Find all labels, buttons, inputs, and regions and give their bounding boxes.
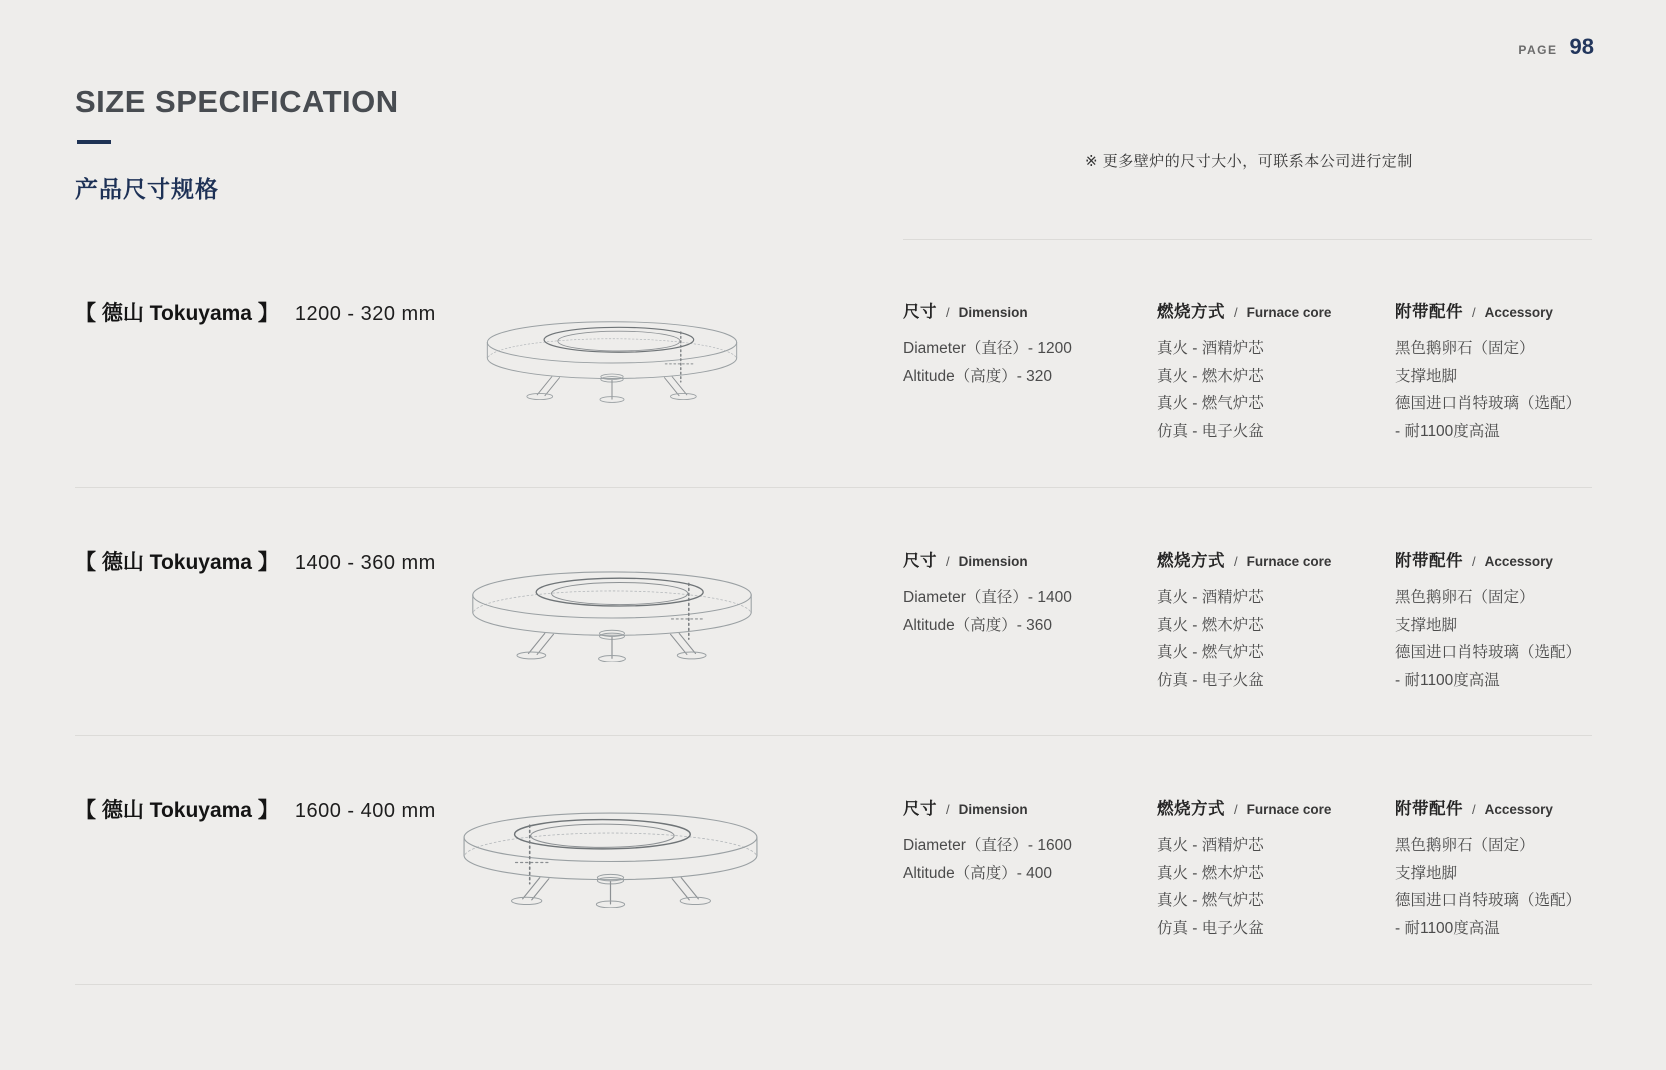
diameter-value: Diameter（直径）- 1200 [903, 340, 1072, 357]
header-sep: / [946, 802, 950, 817]
dimension-column [903, 795, 1072, 887]
header-en: Accessory [1484, 554, 1553, 569]
product-title [75, 297, 436, 327]
product-name: 【 德山 Tokuyama 】 [75, 799, 279, 822]
accessory-item: 黑色鹅卵石（固定） [1395, 340, 1535, 357]
accessory-item: 黑色鹅卵石（固定） [1395, 589, 1535, 606]
altitude-value: Altitude（高度）- 360 [903, 616, 1053, 634]
furnace-column [1157, 547, 1331, 694]
furnace-item: 真火 - 燃木炉芯 [1157, 616, 1264, 634]
furnace-item: 真火 - 燃气炉芯 [1157, 395, 1264, 413]
accessory-item: - 耐1100度高温 [1395, 919, 1500, 937]
furnace-item: 仿真 - 电子火盆 [1157, 919, 1264, 937]
header-sep: / [1472, 305, 1476, 320]
header-sep: / [1234, 554, 1238, 569]
page-value: 98 [1569, 34, 1594, 59]
product-row-1400 [0, 527, 1666, 757]
accessory-item: 支撑地脚 [1395, 864, 1458, 882]
page-label: PAGE [1518, 43, 1558, 57]
accessory-item: 黑色鹅卵石（固定） [1395, 837, 1535, 854]
furnace-header [1157, 795, 1331, 819]
product-row-1600 [0, 775, 1666, 1005]
product-name: 【 德山 Tokuyama 】 [75, 551, 279, 574]
header-zh: 附带配件 [1395, 800, 1463, 818]
furnace-items [1157, 832, 1331, 942]
product-name: 【 德山 Tokuyama 】 [75, 302, 279, 325]
accessory-column [1395, 795, 1581, 942]
header-zh: 尺寸 [903, 552, 937, 570]
header-sep: / [946, 554, 950, 569]
accessory-item: 德国进口肖特玻璃（选配） [1395, 892, 1582, 910]
header-sep: / [1472, 554, 1476, 569]
furnace-item: 真火 - 燃木炉芯 [1157, 864, 1264, 882]
furnace-item: 仿真 - 电子火盆 [1157, 671, 1264, 689]
header-en: Furnace core [1246, 554, 1332, 569]
furnace-item: 仿真 - 电子火盆 [1157, 422, 1264, 440]
header-zh: 燃烧方式 [1157, 303, 1225, 321]
accessory-header [1395, 298, 1581, 322]
header-sep: / [1234, 802, 1238, 817]
accessory-item: - 耐1100度高温 [1395, 671, 1500, 689]
accessory-item: 德国进口肖特玻璃（选配） [1395, 395, 1582, 413]
header-en: Dimension [958, 305, 1028, 320]
accessory-item: 支撑地脚 [1395, 367, 1458, 385]
dimension-column [903, 547, 1072, 639]
firepit-table-drawing [483, 320, 741, 403]
furnace-item: 真火 - 燃气炉芯 [1157, 644, 1264, 662]
altitude-value: Altitude（高度）- 400 [903, 864, 1053, 882]
customization-note: ※ 更多壁炉的尺寸大小，可联系本公司进行定制 [1085, 153, 1413, 170]
accessory-items [1395, 832, 1581, 942]
altitude-value: Altitude（高度）- 320 [903, 367, 1053, 385]
header-zh: 尺寸 [903, 800, 937, 818]
header-en: Accessory [1484, 305, 1553, 320]
furnace-item: 真火 - 燃木炉芯 [1157, 367, 1264, 385]
header-en: Furnace core [1246, 305, 1332, 320]
spec-header-divider [903, 239, 1592, 240]
product-size: 1600 - 400 mm [294, 800, 436, 822]
header-en: Dimension [958, 802, 1028, 817]
header-en: Furnace core [1246, 802, 1332, 817]
accessory-header [1395, 547, 1581, 571]
furnace-header [1157, 547, 1331, 571]
accessory-items [1395, 335, 1581, 445]
dimension-items [903, 335, 1072, 390]
product-title [75, 794, 436, 824]
header-zh: 尺寸 [903, 303, 937, 321]
firepit-table-drawing [459, 811, 762, 908]
dimension-column [903, 298, 1072, 390]
header-en: Accessory [1484, 802, 1553, 817]
dimension-items [903, 832, 1072, 887]
header-sep: / [1234, 305, 1238, 320]
furnace-column [1157, 795, 1331, 942]
furnace-item: 真火 - 酒精炉芯 [1157, 340, 1264, 357]
header-zh: 附带配件 [1395, 552, 1463, 570]
dimension-header [903, 547, 1072, 571]
product-size: 1400 - 360 mm [294, 552, 436, 574]
page-subtitle: 产品尺寸规格 [75, 176, 219, 202]
product-title [75, 546, 436, 576]
header-sep: / [1472, 802, 1476, 817]
furnace-header [1157, 298, 1331, 322]
accessory-items [1395, 584, 1581, 694]
product-row-1200 [0, 278, 1666, 508]
furnace-item: 真火 - 酒精炉芯 [1157, 837, 1264, 854]
page-title: SIZE SPECIFICATION [75, 84, 399, 119]
accessory-header [1395, 795, 1581, 819]
accessory-column [1395, 547, 1581, 694]
dimension-header [903, 795, 1072, 819]
furnace-items [1157, 335, 1331, 445]
title-accent-dash [77, 140, 111, 144]
dimension-header [903, 298, 1072, 322]
diameter-value: Diameter（直径）- 1600 [903, 837, 1072, 854]
furnace-item: 真火 - 燃气炉芯 [1157, 892, 1264, 910]
header-en: Dimension [958, 554, 1028, 569]
accessory-item: 支撑地脚 [1395, 616, 1458, 634]
furnace-column [1157, 298, 1331, 445]
firepit-table-drawing [468, 570, 756, 662]
accessory-item: 德国进口肖特玻璃（选配） [1395, 644, 1582, 662]
header-zh: 燃烧方式 [1157, 800, 1225, 818]
furnace-items [1157, 584, 1331, 694]
header-zh: 附带配件 [1395, 303, 1463, 321]
dimension-items [903, 584, 1072, 639]
header-zh: 燃烧方式 [1157, 552, 1225, 570]
diameter-value: Diameter（直径）- 1400 [903, 589, 1072, 606]
accessory-column [1395, 298, 1581, 445]
furnace-item: 真火 - 酒精炉芯 [1157, 589, 1264, 606]
page-number [1518, 34, 1594, 60]
header-sep: / [946, 305, 950, 320]
product-size: 1200 - 320 mm [294, 303, 436, 325]
accessory-item: - 耐1100度高温 [1395, 422, 1500, 440]
